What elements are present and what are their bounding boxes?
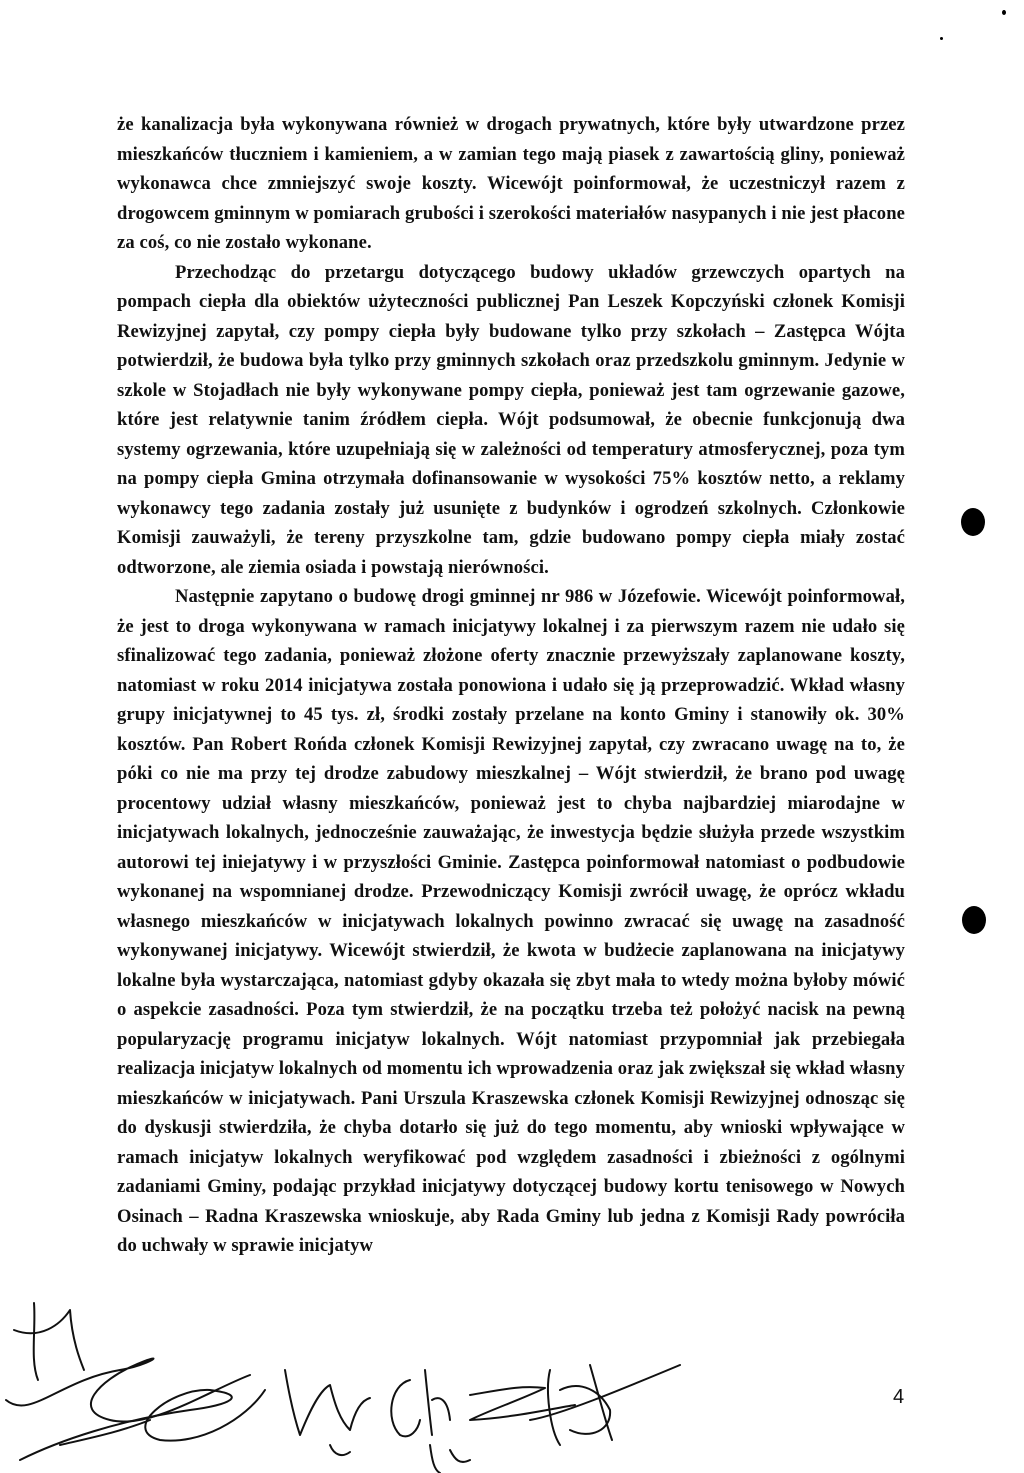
- signature-stroke: [425, 1370, 450, 1435]
- signature-stroke: [14, 1310, 84, 1370]
- punch-hole-mark: [961, 508, 985, 536]
- paragraph-1: że kanalizacja była wykonywana również w drogach prywatnych, które były utwardzone przez mieszkańców tłuczniem i kamieniem, a w zamian tego mają piasek z zawartością gliny, ponieważ wykonawca chce zmniejszyć swoje koszty. Wicewójt poinformował, że uczestniczył razem z drogowcem gminnym w pomiarach grubości i szerokości materiałów nasypanych i nie jest płacone za coś, co nie zostało wykonane.: [117, 114, 905, 253]
- signature-stroke: [530, 1365, 680, 1420]
- body-text: [117, 110, 905, 1261]
- signature-stroke: [470, 1387, 575, 1420]
- signature-stroke: [60, 1420, 150, 1445]
- page-number: 4: [893, 1386, 905, 1408]
- paragraph-2: Przechodząc do przetargu dotyczącego budowy układów grzewczych opartych na pompach ciepła dla obiektów użyteczności publicznej Pan Leszek Kopczyński członek Komisji Rewizyjnej zapytał, czy pompy ciepła były budowane tylko przy szkołach – Zastępca Wójta potwierdził, że budowa była tylko przy gminnych szkołach oraz przedszkolu gminnym. Jedynie w szkole w Stojadłach nie były wykonywane pompy ciepła, ponieważ jest tam ogrzewanie gazowe, które jest relatywnie tanim źródłem ciepła. Wójt podsumował, że obecnie funkcjonują dwa systemy ogrzewania, które uzupełniają się w zależności od temperatury atmosferycznej, poza tym na pompy ciepła Gmina otrzymała dofinansowanie w wysokości 75% kosztów netto, a reklamy wykonawcy tego zadania zostały już usunięte z budynków i ogrodzeń szkolnych. Członkowie Komisji zauważyli, że tereny przyszkolne tam, gdzie budowano pompy ciepła miały zostać odtworzone, ale ziemia osiada i powstają nierówności.: [117, 261, 905, 578]
- signature-stroke: [330, 1445, 350, 1455]
- signature-stroke: [20, 1390, 265, 1460]
- scan-speck: [940, 37, 943, 40]
- scan-speck: [1002, 10, 1006, 15]
- signature-stroke: [391, 1380, 420, 1436]
- handwritten-signatures: [0, 1270, 1024, 1473]
- signature-stroke: [285, 1370, 370, 1435]
- paragraph-3: Następnie zapytano o budowę drogi gminnej nr 986 w Józefowie. Wicewójt poinformował, że jest to droga wykonywana w ramach inicjatywy lokalnej i za pierwszym razem nie udało się sfinalizować tego zadania, ponieważ złożone oferty znacznie przewyższały zaplanowane koszty, natomiast w roku 2014 inicjatywa została ponowiona i udało się ją przeprowadzić. Wkład własny grupy inicjatywnej to 45 tys. zł, środki zostały przelane na konto Gminy i stanowiły ok. 30% kosztów. Pan Robert Rońda członek Komisji Rewizyjnej zapytał, czy zwracano uwagę na to, że póki co nie ma przy tej drodze zabudowy mieszkalnej – Wójt stwierdził, że brano pod uwagę procentowy udział własny mieszkańców, ponieważ jest to chyba najbardziej miarodajne w inicjatywach lokalnych, jednocześnie zauważając, że inwestycja będzie służyła przede wszystkim autorowi tej iniejatywy i w przyszłości Gminie. Zastępca poinformował natomiast o podbudowie wykonanej na wspomnianej drodze. Przewodniczący Komisji zwrócił uwagę, że oprócz wkładu własnego mieszkańców w inicjatywach lokalnych powinno zwracać się uwagę na zasadność wykonywanej inicjatywy. Wicewójt stwierdził, że kwota w budżecie zaplanowana na inicjatywy lokalne była wystarczająca, natomiast gdyby okazała się zbyt mała to wtedy można byłoby mówić o aspekcie zasadności. Poza tym stwierdził, że na początku trzeba też położyć nacisk na pewną popularyzację programu inicjatyw lokalnych. Wójt natomiast przypomniał jak przebiegała realizacja inicjatyw lokalnych od momentu ich wprowadzenia oraz jak zwiększał się wkład własny mieszkańców w inicjatywach. Pani Urszula Kraszewska członek Komisji Rewizyjnej odnosząc się do dyskusji stwierdziła, że chyba dotarło się już do tego momentu, aby wnioski wpływające w ramach inicjatyw lokalnych weryfikować pod względem zasadności i zbieżności z ogólnymi zadaniami Gminy, podając przykład inicjatywy dotyczącej budowy kortu tenisowego w Nowych Osinach – Radna Kraszewska wnioskuje, aby Rada Gminy lub jedna z Komisji Rady powróciła do uchwały w sprawie inicjatyw: [117, 586, 905, 1256]
- signature-stroke: [430, 1445, 470, 1473]
- signature-stroke: [34, 1303, 38, 1380]
- punch-hole-mark: [962, 906, 986, 934]
